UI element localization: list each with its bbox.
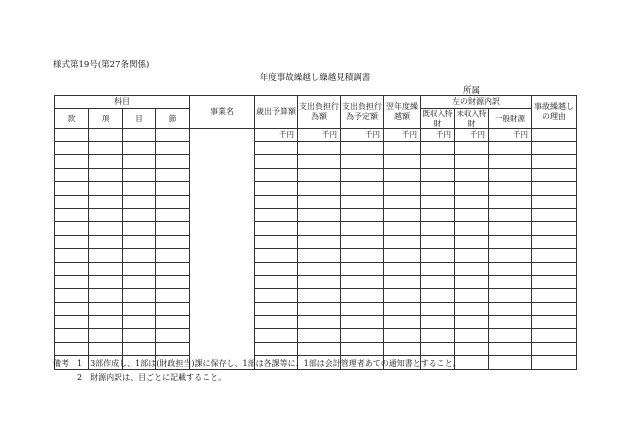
header-kamoku-group: 科目 bbox=[55, 96, 190, 109]
cell[interactable] bbox=[532, 129, 577, 142]
cell[interactable] bbox=[532, 329, 577, 342]
document-title: 年度事故繰越し繰越見積調書 bbox=[259, 73, 371, 83]
cell[interactable] bbox=[89, 155, 123, 168]
cell[interactable] bbox=[421, 142, 455, 155]
cell[interactable] bbox=[255, 195, 298, 208]
cell[interactable] bbox=[89, 129, 123, 142]
cell[interactable] bbox=[341, 316, 384, 329]
cell[interactable] bbox=[123, 342, 156, 355]
cell[interactable] bbox=[489, 356, 532, 369]
cell[interactable] bbox=[455, 168, 489, 181]
cell[interactable] bbox=[489, 222, 532, 235]
cell[interactable] bbox=[123, 289, 156, 302]
cell[interactable] bbox=[255, 208, 298, 221]
note-number: 2 bbox=[77, 373, 83, 382]
cell[interactable] bbox=[89, 208, 123, 221]
cell[interactable] bbox=[341, 222, 384, 235]
cell[interactable] bbox=[455, 155, 489, 168]
cell[interactable] bbox=[341, 275, 384, 288]
form-number-label: 様式第19号(第27条関係) bbox=[53, 60, 150, 70]
unit-ippan-zaigen: 千円 bbox=[489, 129, 532, 142]
cell[interactable] bbox=[298, 342, 341, 355]
cell[interactable] bbox=[298, 222, 341, 235]
cell[interactable] bbox=[156, 262, 190, 275]
cell[interactable] bbox=[341, 168, 384, 181]
cell[interactable] bbox=[156, 129, 190, 142]
table-row bbox=[55, 329, 577, 342]
cell[interactable] bbox=[489, 155, 532, 168]
header-jigyomei: 事業名 bbox=[190, 96, 255, 129]
cell[interactable] bbox=[384, 195, 421, 208]
note-number: 1 bbox=[77, 359, 83, 368]
cell[interactable] bbox=[55, 342, 89, 355]
cell[interactable] bbox=[55, 275, 89, 288]
cell[interactable] bbox=[123, 208, 156, 221]
cell[interactable] bbox=[489, 289, 532, 302]
cell[interactable] bbox=[489, 235, 532, 248]
cell[interactable] bbox=[156, 235, 190, 248]
cell[interactable] bbox=[55, 222, 89, 235]
table-row bbox=[55, 195, 577, 208]
cell[interactable] bbox=[123, 262, 156, 275]
cell[interactable] bbox=[489, 262, 532, 275]
cell[interactable] bbox=[298, 316, 341, 329]
cell[interactable] bbox=[421, 275, 455, 288]
cell[interactable] bbox=[489, 195, 532, 208]
cell[interactable] bbox=[341, 342, 384, 355]
header-moku: 目 bbox=[123, 109, 156, 129]
cell[interactable] bbox=[421, 262, 455, 275]
cell[interactable] bbox=[489, 316, 532, 329]
cell[interactable] bbox=[298, 142, 341, 155]
header-saishutsu-yosan: 歳出予算額 bbox=[255, 96, 298, 129]
cell[interactable] bbox=[532, 342, 577, 355]
cell[interactable] bbox=[341, 155, 384, 168]
cell[interactable] bbox=[156, 222, 190, 235]
cell[interactable] bbox=[298, 182, 341, 195]
cell[interactable] bbox=[532, 262, 577, 275]
unit-shishutsu-futan-yotei: 千円 bbox=[341, 129, 384, 142]
cell[interactable] bbox=[89, 316, 123, 329]
table-row bbox=[55, 182, 577, 195]
cell[interactable] bbox=[455, 195, 489, 208]
cell[interactable] bbox=[55, 142, 89, 155]
cell[interactable] bbox=[341, 329, 384, 342]
cell[interactable] bbox=[455, 142, 489, 155]
cell[interactable] bbox=[489, 329, 532, 342]
cell[interactable] bbox=[89, 249, 123, 262]
table-row bbox=[55, 289, 577, 302]
cell[interactable] bbox=[156, 208, 190, 221]
carryover-estimate-table bbox=[54, 95, 577, 370]
table-row bbox=[55, 222, 577, 235]
cell[interactable] bbox=[156, 182, 190, 195]
cell[interactable] bbox=[532, 316, 577, 329]
cell[interactable] bbox=[55, 329, 89, 342]
cell[interactable] bbox=[341, 182, 384, 195]
cell[interactable] bbox=[384, 142, 421, 155]
cell[interactable] bbox=[298, 235, 341, 248]
cell[interactable] bbox=[384, 342, 421, 355]
cell[interactable] bbox=[341, 262, 384, 275]
note-text: 3部作成し、1部は(財政担当)課に保存し、1部は各課等に、1部は会計管理者あての通知書とすること。 bbox=[90, 359, 461, 368]
cell[interactable] bbox=[532, 208, 577, 221]
cell[interactable] bbox=[123, 182, 156, 195]
cell[interactable] bbox=[455, 249, 489, 262]
note-item bbox=[53, 357, 461, 371]
cell[interactable] bbox=[255, 302, 298, 315]
table-row bbox=[55, 316, 577, 329]
cell[interactable] bbox=[123, 195, 156, 208]
cell[interactable] bbox=[421, 289, 455, 302]
cell[interactable] bbox=[455, 262, 489, 275]
cell[interactable] bbox=[489, 302, 532, 315]
cell[interactable] bbox=[384, 289, 421, 302]
cell[interactable] bbox=[532, 235, 577, 248]
cell[interactable] bbox=[89, 329, 123, 342]
cell[interactable] bbox=[489, 182, 532, 195]
cell[interactable] bbox=[89, 222, 123, 235]
cell[interactable] bbox=[89, 342, 123, 355]
cell[interactable] bbox=[532, 302, 577, 315]
table-row bbox=[55, 249, 577, 262]
cell[interactable] bbox=[123, 222, 156, 235]
unit-shishutsu-futan: 千円 bbox=[298, 129, 341, 142]
header-setsu: 節 bbox=[156, 109, 190, 129]
cell[interactable] bbox=[532, 155, 577, 168]
cell[interactable] bbox=[455, 342, 489, 355]
note-item bbox=[53, 371, 461, 385]
cell[interactable] bbox=[298, 275, 341, 288]
cell[interactable] bbox=[298, 155, 341, 168]
header-kou: 項 bbox=[89, 109, 123, 129]
cell[interactable] bbox=[255, 222, 298, 235]
cell[interactable] bbox=[89, 142, 123, 155]
notes-section bbox=[53, 357, 461, 385]
header-shishutsu-futan: 支出負担行為額 bbox=[298, 96, 341, 129]
unit-yokunendo-kurikoshi: 千円 bbox=[384, 129, 421, 142]
cell[interactable] bbox=[384, 235, 421, 248]
cell[interactable] bbox=[156, 142, 190, 155]
header-yokunendo-kurikoshi: 翌年度繰越額 bbox=[384, 96, 421, 129]
cell[interactable] bbox=[255, 182, 298, 195]
cell[interactable] bbox=[255, 142, 298, 155]
cell[interactable] bbox=[55, 129, 89, 142]
cell[interactable] bbox=[55, 155, 89, 168]
cell[interactable] bbox=[55, 289, 89, 302]
cell[interactable] bbox=[532, 249, 577, 262]
cell[interactable] bbox=[384, 222, 421, 235]
cell[interactable] bbox=[532, 275, 577, 288]
cell[interactable] bbox=[89, 235, 123, 248]
cell[interactable] bbox=[89, 168, 123, 181]
cell[interactable] bbox=[298, 302, 341, 315]
cell[interactable] bbox=[532, 356, 577, 369]
cell[interactable] bbox=[341, 142, 384, 155]
cell[interactable] bbox=[156, 329, 190, 342]
cell[interactable] bbox=[532, 182, 577, 195]
cell[interactable] bbox=[123, 155, 156, 168]
note-text: 財源内訳は、目ごとに記載すること。 bbox=[90, 373, 227, 382]
cell[interactable] bbox=[455, 235, 489, 248]
cell[interactable] bbox=[156, 342, 190, 355]
cell[interactable] bbox=[255, 275, 298, 288]
cell[interactable] bbox=[89, 182, 123, 195]
cell[interactable] bbox=[384, 329, 421, 342]
department-label: 所属 bbox=[463, 86, 481, 96]
table-row bbox=[55, 275, 577, 288]
cell[interactable] bbox=[55, 168, 89, 181]
cell[interactable] bbox=[341, 249, 384, 262]
jigyomei-cell[interactable] bbox=[190, 129, 255, 370]
unit-row bbox=[55, 129, 577, 142]
cell[interactable] bbox=[341, 208, 384, 221]
cell[interactable] bbox=[123, 249, 156, 262]
cell[interactable] bbox=[255, 235, 298, 248]
cell[interactable] bbox=[489, 249, 532, 262]
cell[interactable] bbox=[55, 316, 89, 329]
cell[interactable] bbox=[255, 168, 298, 181]
cell[interactable] bbox=[455, 208, 489, 221]
notes-label: 備考 bbox=[53, 359, 69, 368]
cell[interactable] bbox=[123, 168, 156, 181]
cell[interactable] bbox=[384, 208, 421, 221]
cell[interactable] bbox=[341, 195, 384, 208]
cell[interactable] bbox=[421, 249, 455, 262]
cell[interactable] bbox=[421, 302, 455, 315]
cell[interactable] bbox=[55, 208, 89, 221]
cell[interactable] bbox=[455, 316, 489, 329]
cell[interactable] bbox=[532, 168, 577, 181]
cell[interactable] bbox=[255, 249, 298, 262]
cell[interactable] bbox=[421, 235, 455, 248]
cell[interactable] bbox=[298, 168, 341, 181]
cell[interactable] bbox=[421, 329, 455, 342]
cell[interactable] bbox=[255, 316, 298, 329]
cell[interactable] bbox=[89, 302, 123, 315]
cell[interactable] bbox=[89, 195, 123, 208]
cell[interactable] bbox=[55, 249, 89, 262]
cell[interactable] bbox=[455, 329, 489, 342]
cell[interactable] bbox=[255, 289, 298, 302]
cell[interactable] bbox=[123, 235, 156, 248]
cell[interactable] bbox=[89, 289, 123, 302]
cell[interactable] bbox=[455, 289, 489, 302]
cell[interactable] bbox=[298, 249, 341, 262]
cell[interactable] bbox=[421, 222, 455, 235]
cell[interactable] bbox=[55, 235, 89, 248]
cell[interactable] bbox=[489, 142, 532, 155]
cell[interactable] bbox=[89, 262, 123, 275]
cell[interactable] bbox=[55, 195, 89, 208]
table-row bbox=[55, 235, 577, 248]
cell[interactable] bbox=[298, 289, 341, 302]
cell[interactable] bbox=[255, 155, 298, 168]
cell[interactable] bbox=[489, 208, 532, 221]
cell[interactable] bbox=[156, 289, 190, 302]
cell[interactable] bbox=[421, 342, 455, 355]
cell[interactable] bbox=[341, 302, 384, 315]
cell[interactable] bbox=[421, 168, 455, 181]
cell[interactable] bbox=[421, 208, 455, 221]
table-row bbox=[55, 142, 577, 155]
cell[interactable] bbox=[421, 195, 455, 208]
table-row bbox=[55, 342, 577, 355]
header-row-1 bbox=[55, 96, 577, 109]
cell[interactable] bbox=[156, 249, 190, 262]
cell[interactable] bbox=[489, 275, 532, 288]
cell[interactable] bbox=[298, 208, 341, 221]
unit-saishutsu-yosan: 千円 bbox=[255, 129, 298, 142]
cell[interactable] bbox=[384, 316, 421, 329]
table-row bbox=[55, 302, 577, 315]
table-row bbox=[55, 208, 577, 221]
cell[interactable] bbox=[384, 249, 421, 262]
cell[interactable] bbox=[298, 329, 341, 342]
table-row bbox=[55, 155, 577, 168]
table-row bbox=[55, 262, 577, 275]
cell[interactable] bbox=[489, 168, 532, 181]
cell[interactable] bbox=[455, 302, 489, 315]
cell[interactable] bbox=[123, 302, 156, 315]
cell[interactable] bbox=[384, 155, 421, 168]
cell[interactable] bbox=[156, 316, 190, 329]
header-kan: 款 bbox=[55, 109, 89, 129]
header-kishunyu-tokuzai: 既収入特財 bbox=[422, 109, 453, 128]
cell[interactable] bbox=[156, 302, 190, 315]
header-riyu: 事故繰越しの理由 bbox=[532, 96, 577, 129]
cell[interactable] bbox=[255, 262, 298, 275]
cell[interactable] bbox=[532, 289, 577, 302]
cell[interactable] bbox=[341, 235, 384, 248]
cell[interactable] bbox=[123, 316, 156, 329]
header-zaigen-group: 左の財源内訳 bbox=[421, 96, 532, 109]
cell[interactable] bbox=[255, 329, 298, 342]
cell[interactable] bbox=[55, 262, 89, 275]
cell[interactable] bbox=[532, 222, 577, 235]
cell[interactable] bbox=[384, 182, 421, 195]
cell[interactable] bbox=[123, 275, 156, 288]
cell[interactable] bbox=[489, 342, 532, 355]
cell[interactable] bbox=[55, 182, 89, 195]
header-shishutsu-futan-yotei: 支出負担行為予定額 bbox=[341, 96, 384, 129]
unit-mishunyu-tokuzai: 千円 bbox=[455, 129, 489, 142]
cell[interactable] bbox=[156, 168, 190, 181]
cell[interactable] bbox=[421, 182, 455, 195]
cell[interactable] bbox=[156, 195, 190, 208]
cell[interactable] bbox=[384, 302, 421, 315]
cell[interactable] bbox=[421, 155, 455, 168]
table-row bbox=[55, 168, 577, 181]
cell[interactable] bbox=[384, 275, 421, 288]
cell[interactable] bbox=[156, 155, 190, 168]
cell[interactable] bbox=[123, 129, 156, 142]
header-ippan-zaigen: 一般財源 bbox=[489, 109, 532, 129]
cell[interactable] bbox=[298, 262, 341, 275]
unit-kishunyu-tokuzai: 千円 bbox=[421, 129, 455, 142]
cell[interactable] bbox=[455, 222, 489, 235]
cell[interactable] bbox=[532, 195, 577, 208]
cell[interactable] bbox=[532, 142, 577, 155]
cell[interactable] bbox=[255, 342, 298, 355]
cell[interactable] bbox=[298, 195, 341, 208]
cell[interactable] bbox=[455, 182, 489, 195]
header-mishunyu-tokuzai: 未収入特財 bbox=[456, 109, 487, 128]
cell[interactable] bbox=[384, 262, 421, 275]
cell[interactable] bbox=[89, 275, 123, 288]
cell[interactable] bbox=[341, 289, 384, 302]
cell[interactable] bbox=[156, 275, 190, 288]
cell[interactable] bbox=[384, 168, 421, 181]
cell[interactable] bbox=[455, 275, 489, 288]
cell[interactable] bbox=[123, 142, 156, 155]
cell[interactable] bbox=[55, 302, 89, 315]
cell[interactable] bbox=[123, 329, 156, 342]
cell[interactable] bbox=[421, 316, 455, 329]
